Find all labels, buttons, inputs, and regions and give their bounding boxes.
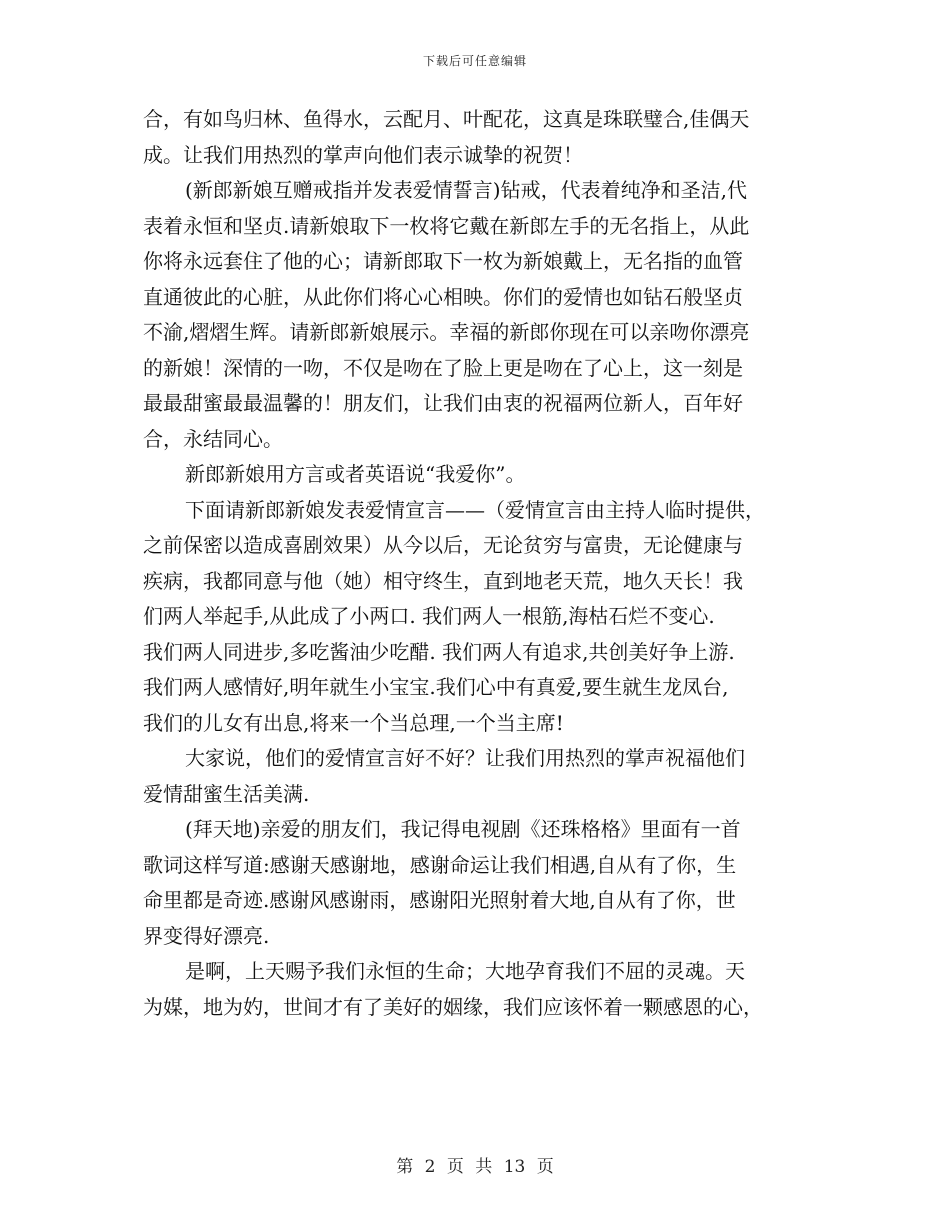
text-line: 界变得好漂亮. (143, 923, 270, 948)
text-line: 大家说，他们的爱情宣言好不好？让我们用热烈的掌声祝福他们 (185, 746, 745, 770)
text-line: 不渝,熠熠生辉。请新郎新娘展示。幸福的新郎你现在可以亲吻你漂亮 (143, 320, 750, 344)
document-body (143, 102, 808, 1025)
text-line: 最最甜蜜最最温馨的！朋友们，让我们由衷的祝福两位新人，百年好 (143, 391, 743, 415)
text-line: 直通彼此的心脏，从此你们将心心相映。你们的爱情也如钻石般坚贞 (143, 284, 743, 309)
text-line: 是啊，上天赐予我们永恒的生命；大地孕育我们不屈的灵魂。天 (185, 959, 745, 983)
text-line: 表着永恒和坚贞.请新娘取下一枚将它戴在新郎左手的无名指上，从此 (143, 213, 750, 238)
text-line: 合，有如鸟归林、鱼得水，云配月、叶配花，这真是珠联璧合,佳偶天 (143, 107, 750, 131)
page-number-footer: 第 2 页 共 13 页 (396, 1157, 554, 1177)
text-line: 命里都是奇迹.感谢风感谢雨，感谢阳光照射着大地,自从有了你，世 (143, 888, 736, 912)
text-line: 新郎新娘用方言或者英语说“我爱你”。 (185, 462, 526, 486)
text-line: 为媒，地为妁，世间才有了美好的姻缘，我们应该怀着一颗感恩的心， (143, 994, 763, 1019)
text-line: 的新娘！深情的一吻，不仅是吻在了脸上更是吻在了心上，这一刻是 (143, 355, 743, 380)
text-line: 你将永远套住了他的心；请新郎取下一枚为新娘戴上，无名指的血管 (143, 249, 743, 273)
text-line: (拜天地)亲爱的朋友们，我记得电视剧《还珠格格》里面有一首 (185, 817, 741, 841)
text-line: 们两人举起手,从此成了小两口. 我们两人一根筋,海枯石烂不变心. (143, 604, 715, 628)
page-header: 下载后可任意编辑 (422, 54, 527, 68)
text-line: 歌词这样写道:感谢天感谢地，感谢命运让我们相遇,自从有了你，生 (143, 852, 737, 877)
text-line: 下面请新郎新娘发表爱情宣言——（爱情宣言由主持人临时提供， (185, 497, 765, 522)
text-line: 我们两人感情好,明年就生小宝宝.我们心中有真爱,要生就生龙凤台, (143, 675, 729, 699)
text-line: 爱情甜蜜生活美满. (143, 781, 310, 806)
text-line: 我们两人同进步,多吃酱油少吃醋. 我们两人有追求,共创美好争上游. (143, 639, 735, 664)
text-line: 疾病，我都同意与他（她）相守终生，直到地老天荒，地久天长！我 (143, 568, 743, 593)
text-line: 成。让我们用热烈的掌声向他们表示诚挚的祝贺！ (143, 142, 583, 167)
text-line: 之前保密以造成喜剧效果）从今以后，无论贫穷与富贵，无论健康与 (143, 533, 743, 557)
text-line: (新郎新娘互赠戒指并发表爱情誓言)钻戒，代表着纯净和圣洁,代 (185, 178, 747, 202)
text-line: 合，永结同心。 (143, 426, 283, 451)
text-line: 我们的儿女有出息,将来一个当总理,一个当主席! (143, 710, 564, 735)
